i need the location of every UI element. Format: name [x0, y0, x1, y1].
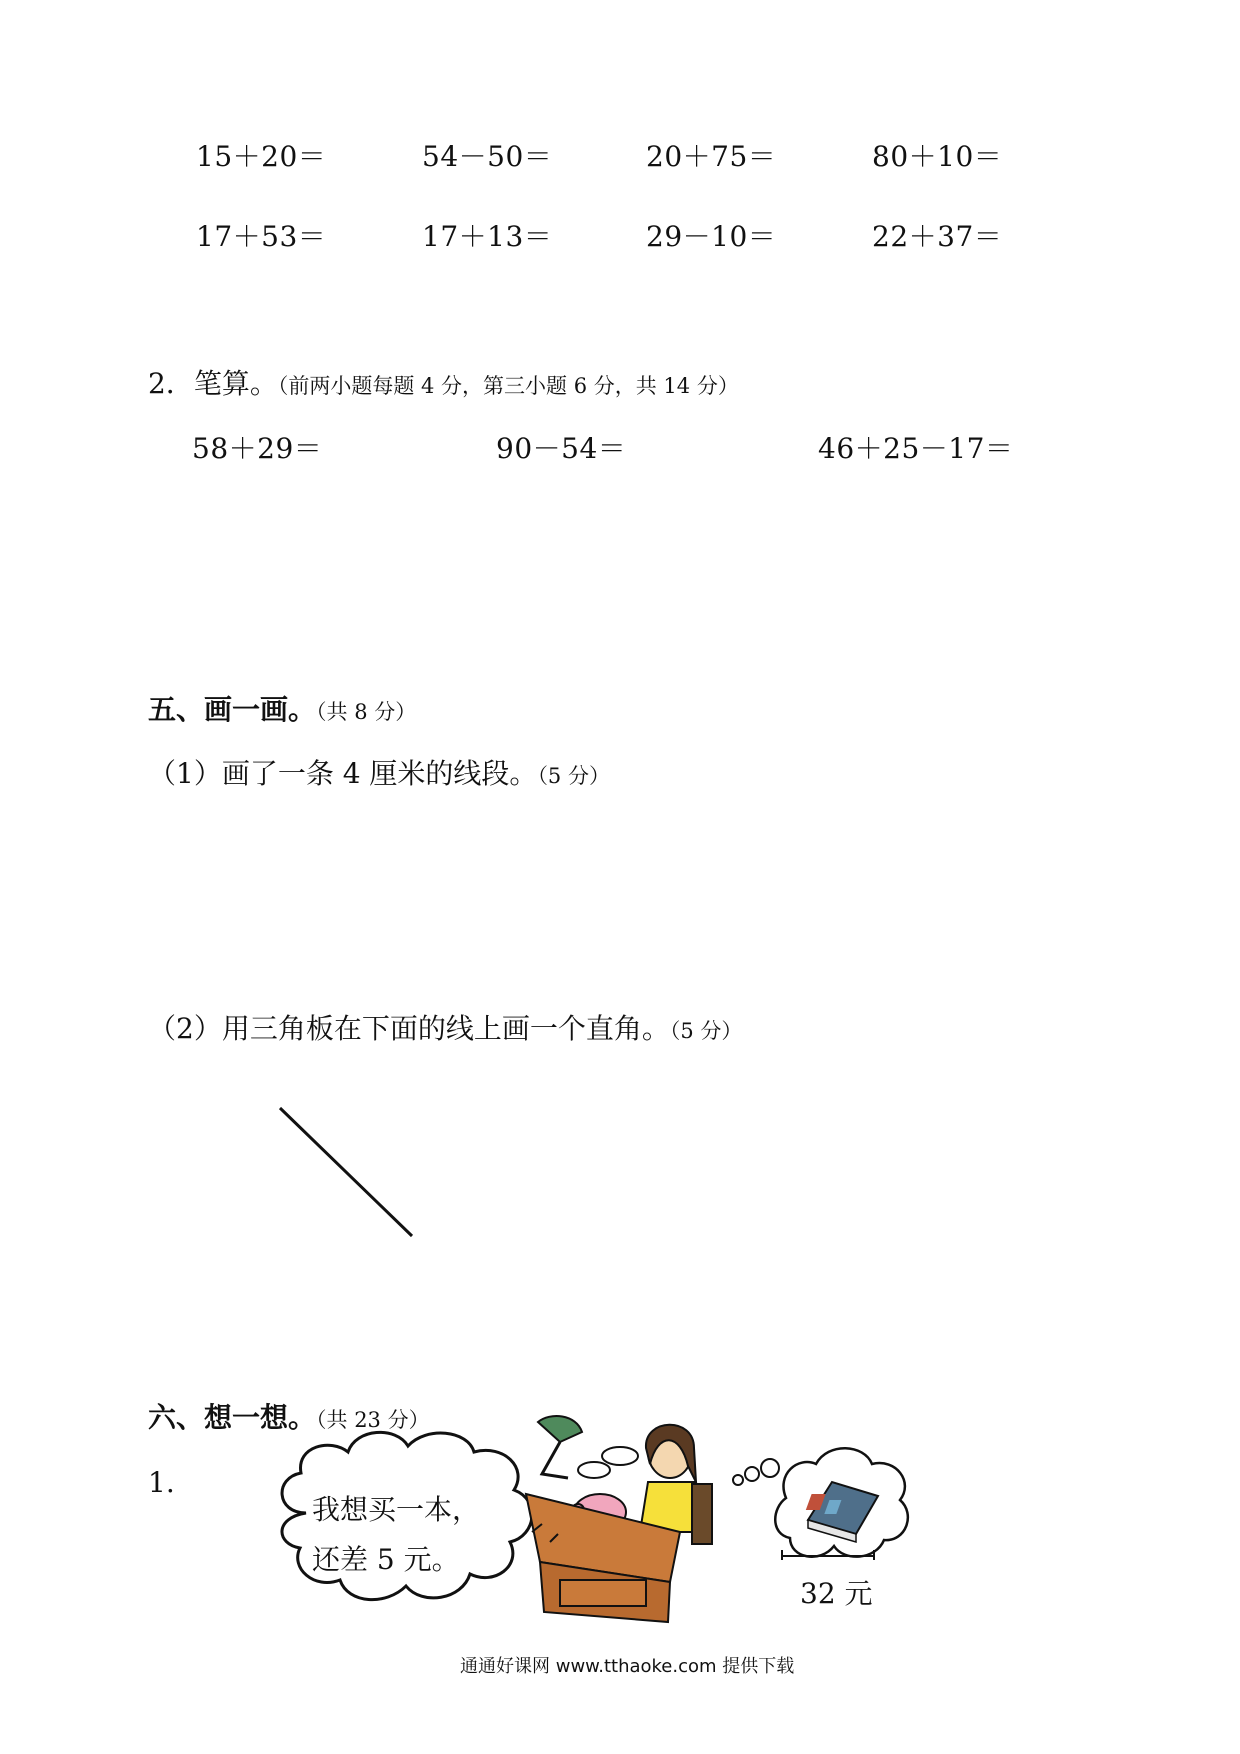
- equation: 80＋10＝: [872, 140, 1003, 173]
- written-problem: 58＋29＝: [192, 432, 323, 465]
- question-score: （5 分）: [669, 1019, 743, 1043]
- equation: 15＋20＝: [196, 140, 327, 173]
- girl-at-desk-illustration: [520, 1412, 720, 1630]
- equation: 17＋13＝: [422, 220, 553, 253]
- written-calc-title: 2．笔算。: [148, 367, 278, 400]
- written-calc-note: （前两小题每题 4 分，第三小题 6 分，共 14 分）: [277, 374, 739, 398]
- question-score: （5 分）: [537, 764, 610, 788]
- section5-note: （共 8 分）: [316, 700, 417, 724]
- written-problem: 46＋25－17＝: [818, 432, 1014, 465]
- equation: 22＋37＝: [872, 220, 1003, 253]
- equation: 29－10＝: [646, 220, 777, 253]
- diagonal-line: [280, 1108, 412, 1236]
- section5-title: 五、画一画。: [148, 693, 317, 726]
- section6-title: 六、想一想。: [148, 1401, 317, 1434]
- equation: 54－50＝: [422, 140, 553, 173]
- question-text: （2）用三角板在下面的线上画一个直角。: [148, 1012, 670, 1045]
- question-text: （1）画了一条 4 厘米的线段。: [148, 757, 538, 790]
- equation: 20＋75＝: [646, 140, 777, 173]
- section6-note: （共 23 分）: [316, 1408, 430, 1432]
- equation: 17＋53＝: [196, 220, 327, 253]
- footer-source: 通通好课网 www.tthaoke.com 提供下载: [460, 1656, 795, 1677]
- speech-line-2: 还差 5 元。: [312, 1543, 460, 1576]
- book-price: 32 元: [800, 1577, 873, 1610]
- book-thought-cloud: [724, 1438, 914, 1568]
- written-problem: 90－54＝: [496, 432, 627, 465]
- question-number: 1.: [148, 1466, 175, 1499]
- speech-line-1: 我想买一本，: [312, 1493, 481, 1526]
